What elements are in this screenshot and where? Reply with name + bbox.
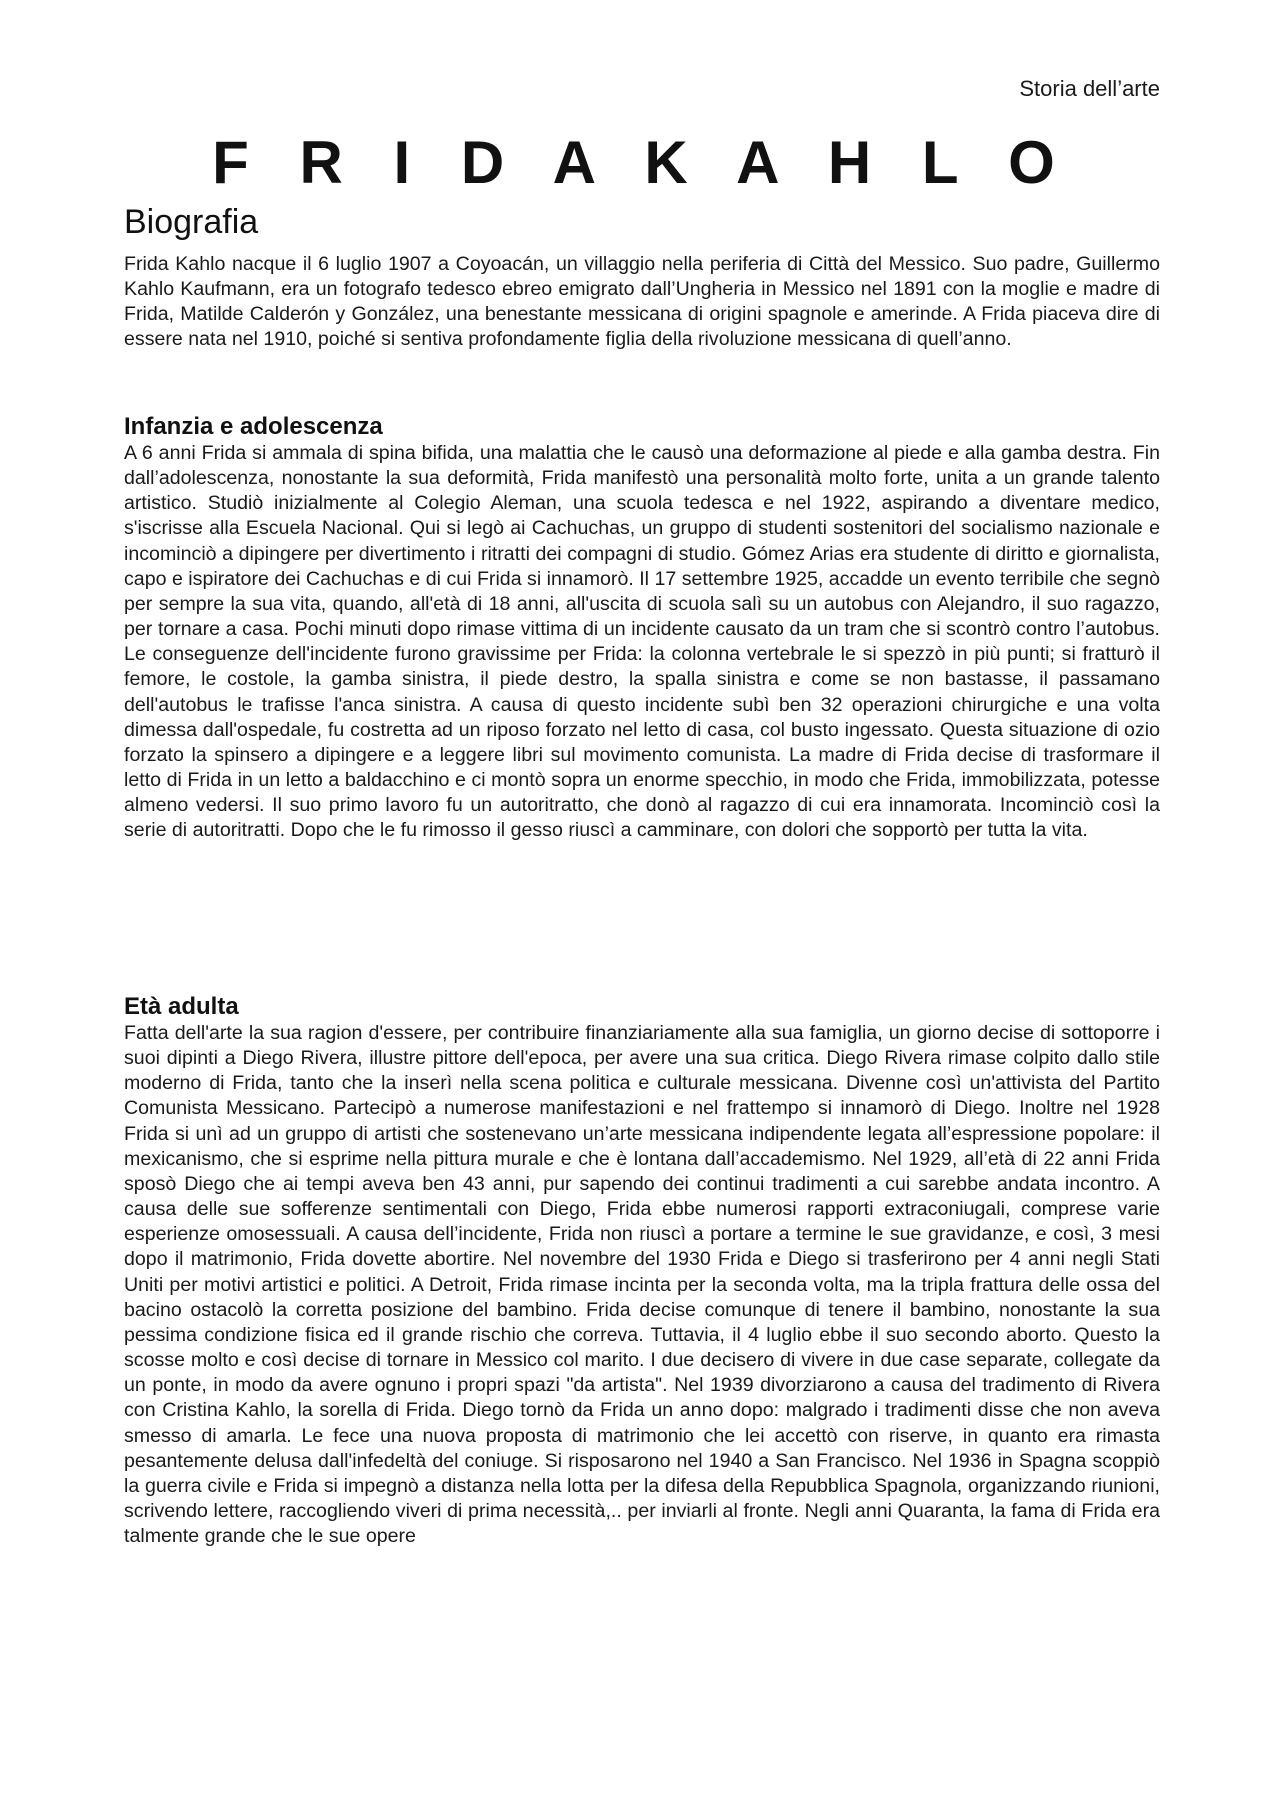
section-heading-biografia: Biografia (124, 203, 259, 241)
document-title: F R I D A K A H L O (212, 129, 1072, 196)
section-text-eta-adulta: Fatta dell'arte la sua ragion d'essere, per contribuire finanziariamente alla sua famiglia, un giorno decise di sottoporre i suoi dipinti a Diego Rivera, illustre pittore dell'epoca, per avere una sua critica. Diego Rivera rimase colpito dallo stile moderno di Frida, tanto che la inserì nella scena politica e culturale messicana. Divenne così un'attivista del Partito Comunista Messicano. Partecipò a numerose manifestazioni e nel frattempo si innamorò di Diego. Inoltre nel 1928 Frida si unì ad un gruppo di artisti che sostenevano un’arte messicana indipendente legata all’espressione popolare: il mexicanismo, che si esprime nella pittura murale e che è lontana dall’accademismo. Nel 1929, all’età di 22 anni Frida sposò Diego che ai tempi aveva ben 43 anni, pur sapendo dei continui tradimenti a cui sarebbe andata incontro. A causa delle sue sofferenze sentimentali con Diego, Frida ebbe numerosi rapporti extraconiugali, comprese varie esperienze omosessuali. A causa dell’incidente, Frida non riuscì a portare a termine le sue gravidanze, e così, 3 mesi dopo il matrimonio, Frida dovette abortire. Nel novembre del 1930 Frida e Diego si trasferirono per 4 anni negli Stati Uniti per motivi artistici e politici. A Detroit, Frida rimase incinta per la seconda volta, ma la tripla frattura delle ossa del bacino ostacolò la corretta posizione del bambino. Frida decise comunque di tenere il bambino, nonostante la sua pessima condizione fisica ed il grande rischio che correva. Tuttavia, il 4 luglio ebbe il suo secondo aborto. Questo la scosse molto e così decise di tornare in Messico col marito. I due decisero di vivere in due case separate, collegate da un ponte, in modo da avere ognuno i propri spazi "da artista". Nel 1939 divorziarono a causa del tradimento di Rivera con Cristina Kahlo, la sorella di Frida. Diego tornò da Frida un anno dopo: malgrado i tradimenti disse che non aveva smesso di amarla. Le fece una nuova proposta di matrimonio che lei accettò con riserve, in quanto era rimasta pesantemente delusa dall'infedeltà del coniuge. Si risposarono nel 1940 a San Francisco. Nel 1936 in Spagna scoppiò la guerra civile e Frida si impegnò a distanza nella lotta per la difesa della Repubblica Spagnola, organizzando riunioni, scrivendo lettere, raccogliendo viveri di prima necessità,.. per inviarli al fronte. Negli anni Quaranta, la fama di Frida era talmente grande che le sue opere (124, 1022, 1160, 1548)
section-heading-infanzia: Infanzia e adolescenza (124, 413, 383, 440)
section-heading-eta-adulta: Età adulta (124, 993, 239, 1020)
subject-header: Storia dell’arte (1019, 76, 1160, 101)
document-page (124, 0, 1160, 1811)
section-text-infanzia: A 6 anni Frida si ammala di spina bifida, una malattia che le causò una deformazione al piede e alla gamba destra. Fin dall’adolescenza, nonostante la sua deformità, Frida manifestò una personalità molto forte, unita a un grande talento artistico. Studiò inizialmente al Colegio Aleman, una scuola tedesca e nel 1922, aspirando a diventare medico, s'iscrisse alla Escuela Nacional. Qui si legò ai Cachuchas, un gruppo di studenti sostenitori del socialismo nazionale e incominciò a dipingere per divertimento i ritratti dei compagni di studio. Gómez Arias era studente di diritto e giornalista, capo e ispiratore dei Cachuchas e di cui Frida si innamorò. Il 17 settembre 1925, accadde un evento terribile che segnò per sempre la sua vita, quando, all'età di 18 anni, all'uscita di scuola salì su un autobus con Alejandro, il suo ragazzo, per tornare a casa. Pochi minuti dopo rimase vittima di un incidente causato da un tram che si scontrò contro l’autobus. Le conseguenze dell'incidente furono gravissime per Frida: la colonna vertebrale le si spezzò in più punti; si fratturò il femore, le costole, la gamba sinistra, il piede destro, la spalla sinistra e come se non bastasse, il passamano dell'autobus le trafisse l'anca sinistra. A causa di questo incidente subì ben 32 operazioni chirurgiche e una volta dimessa dall'ospedale, fu costretta ad un riposo forzato nel letto di casa, col busto ingessato. Questa situazione di ozio forzato la spinsero a dipingere e a leggere libri sul movimento comunista. La madre di Frida decise di trasformare il letto di Frida in un letto a baldacchino e ci montò sopra un enorme specchio, in modo che Frida, immobilizzata, potesse almeno vedersi. Il suo primo lavoro fu un autoritratto, che donò al ragazzo di cui era innamorata. Incominciò così la serie di autoritratti. Dopo che le fu rimosso il gesso riuscì a camminare, con dolori che sopportò per tutta la vita. (124, 442, 1160, 842)
section-text-biografia: Frida Kahlo nacque il 6 luglio 1907 a Coyoacán, un villaggio nella periferia di Città del Messico. Suo padre, Guillermo Kahlo Kaufmann, era un fotografo tedesco ebreo emigrato dall’Ungheria in Messico nel 1891 con la moglie e madre di Frida, Matilde Calderón y González, una benestante messicana di origini spagnole e amerinde. A Frida piaceva dire di essere nata nel 1910, poiché si sentiva profondamente figlia della rivoluzione messicana di quell’anno. (124, 253, 1160, 351)
